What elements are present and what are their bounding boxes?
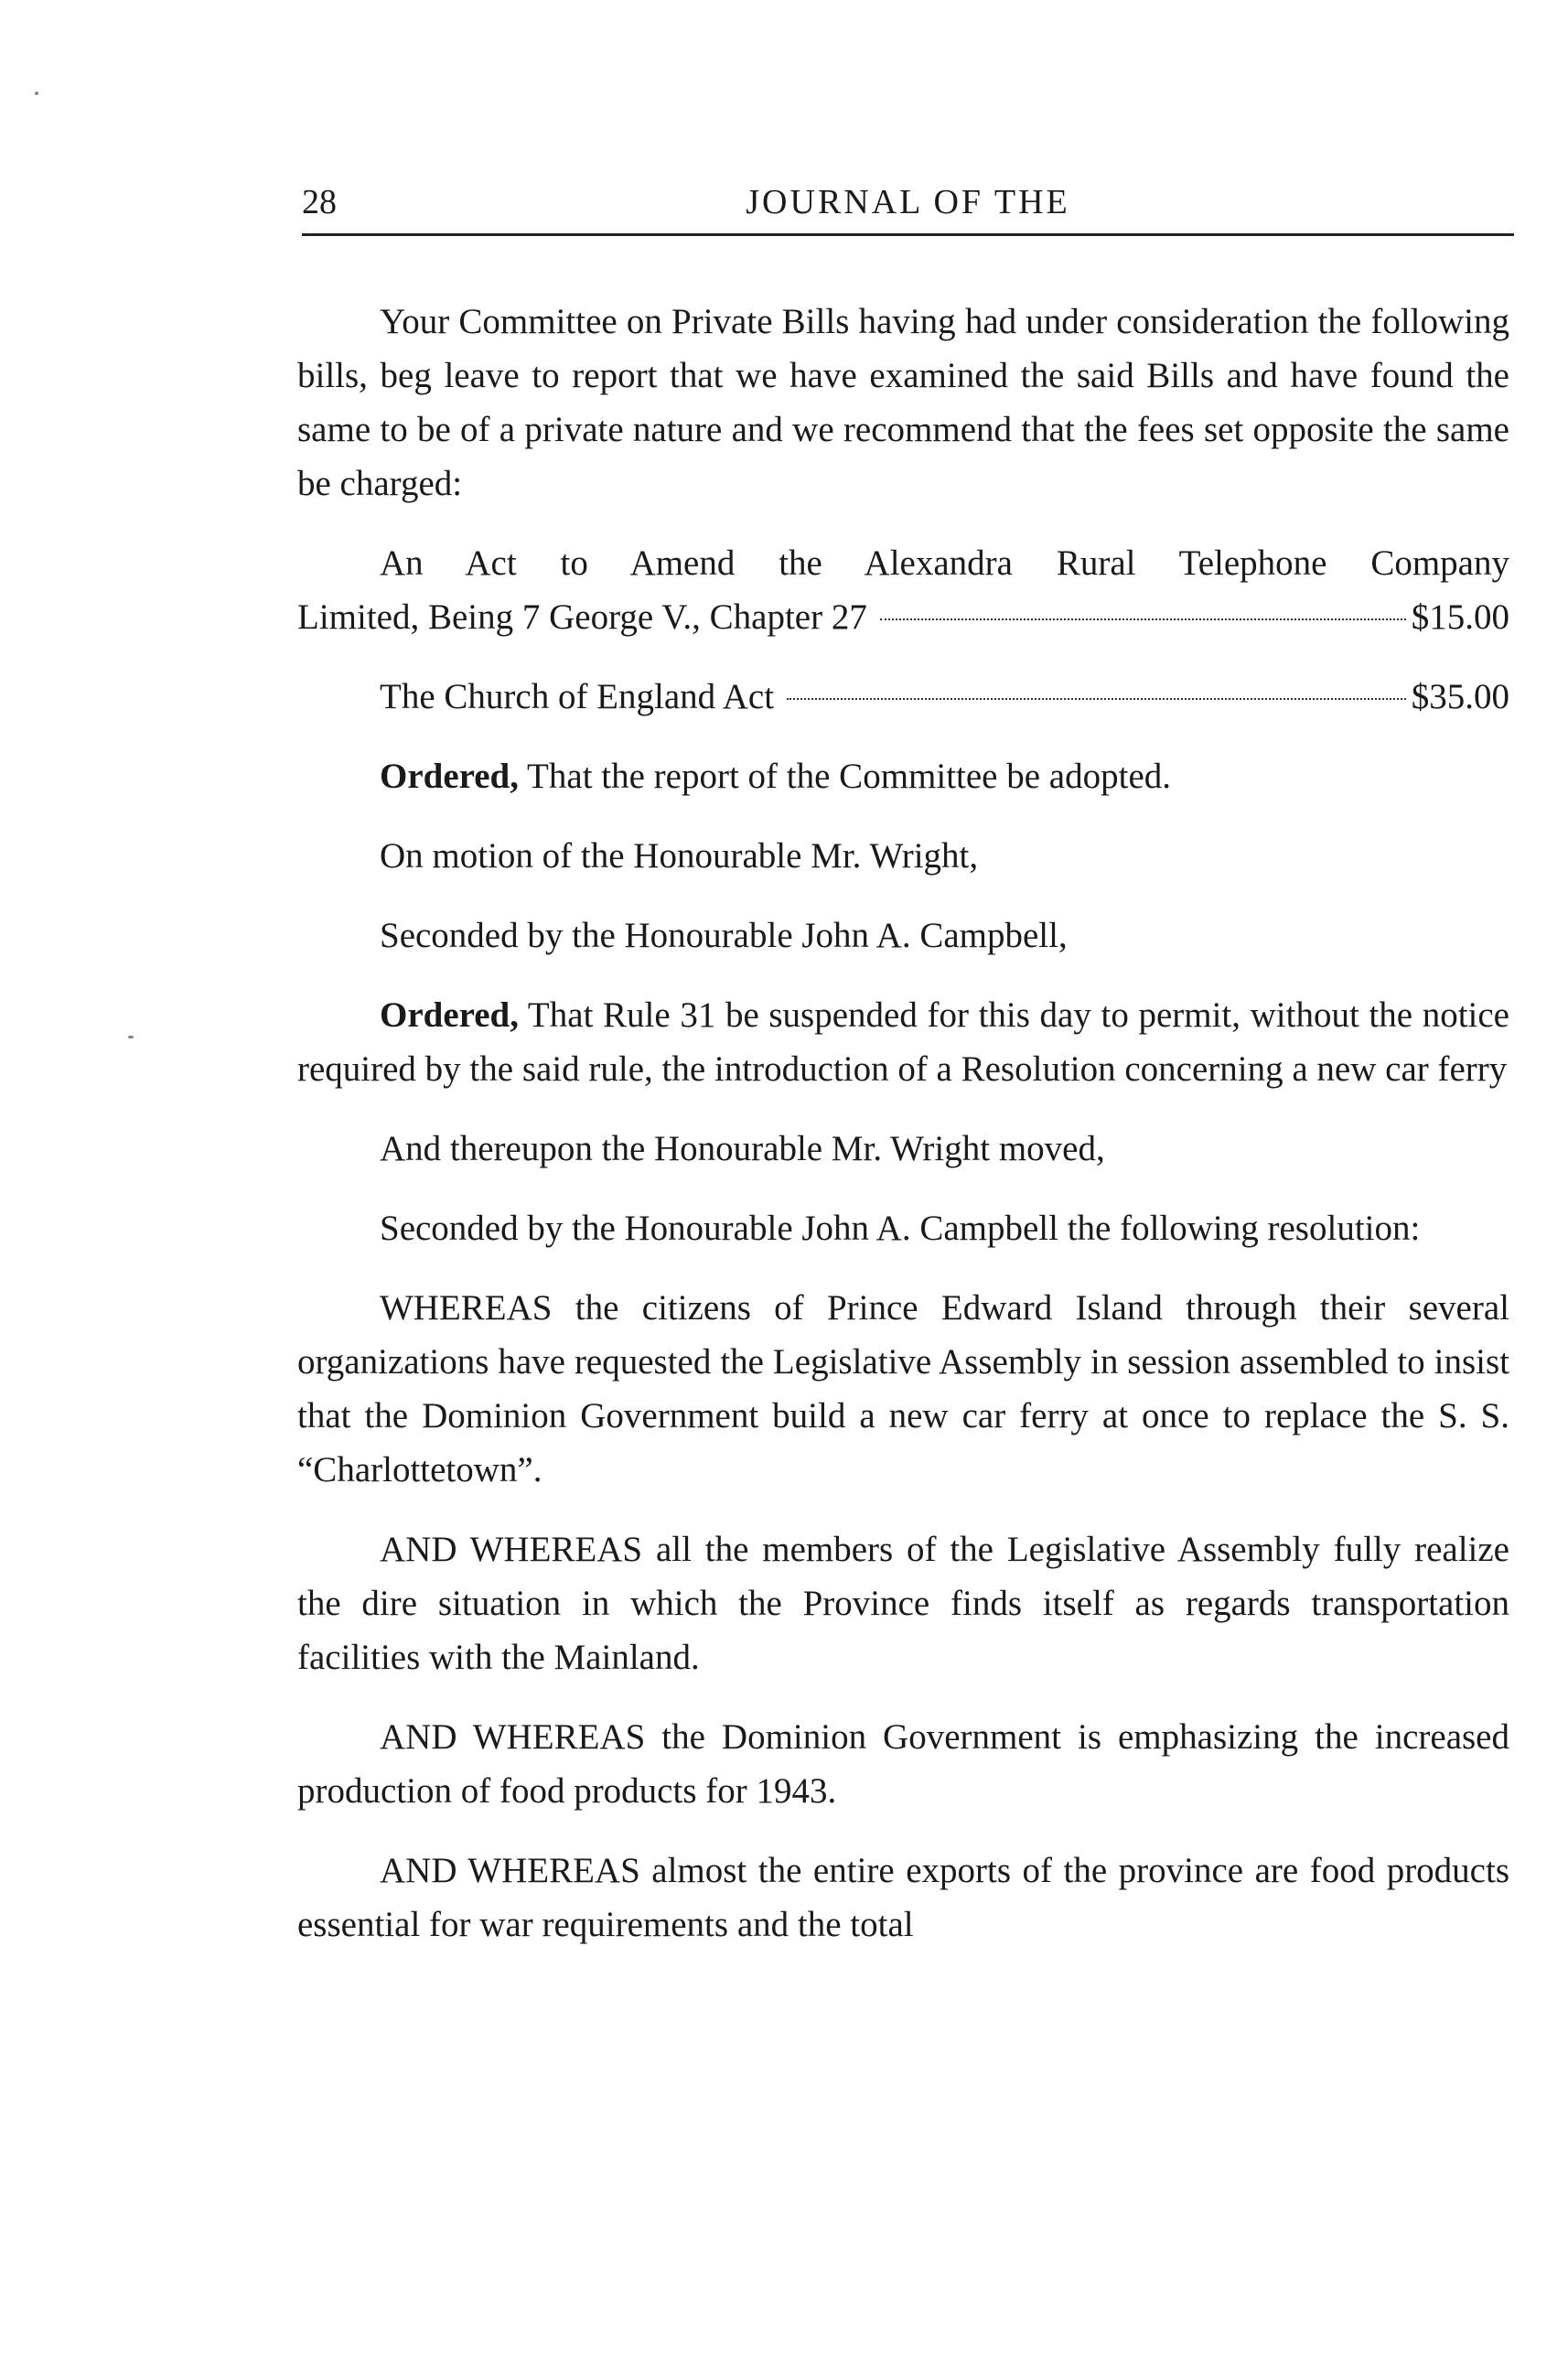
fee-entry-church (297, 670, 1509, 724)
scan-speck (128, 1036, 134, 1038)
moved-paragraph: And thereupon the Honourable Mr. Wright moved, (380, 1129, 1105, 1168)
fee-amount: $35.00 (1411, 677, 1509, 716)
running-head: JOURNAL OF THE (746, 183, 1070, 221)
fee-entry-telephone (297, 536, 1509, 644)
ordered-lead: Ordered, (380, 757, 520, 796)
motion-paragraph: On motion of the Honourable Mr. Wright, (380, 836, 979, 876)
dot-leader (880, 618, 1406, 620)
ordered-lead: Ordered, (380, 995, 520, 1035)
page-number: 28 (302, 183, 337, 221)
ordered-rule-paragraph (297, 988, 1509, 1096)
fee-amount: $15.00 (1411, 597, 1509, 637)
dot-leader (787, 698, 1406, 700)
ordered-adopted-paragraph (297, 749, 1509, 803)
whereas-paragraph-4: AND WHEREAS almost the entire exports of the province are food products essential for war requirements and the total (297, 1851, 1509, 1944)
scan-speck (35, 91, 38, 95)
fee-entry-label: The Church of England Act (380, 677, 775, 716)
ordered-text: That the report of the Committee be adopted. (519, 757, 1172, 796)
whereas-paragraph-2: AND WHEREAS all the members of the Legislative Assembly fully realize the dire situation in which the Province finds itself as regards transportation facilities with the Mainland. (297, 1530, 1509, 1677)
ordered-text: That Rule 31 be suspended for this day to permit, without the notice required by the said rule, the introduction of a Resolution concerning a new car ferry (297, 995, 1509, 1089)
seconded-paragraph: Seconded by the Honourable John A. Campbell, (380, 916, 1068, 955)
fee-entry-line (297, 670, 1509, 724)
page-header (302, 178, 1514, 236)
page-body (297, 295, 1509, 1977)
fee-entry-label: Limited, Being 7 George V., Chapter 27 (297, 597, 867, 637)
whereas-paragraph-1: WHEREAS the citizens of Prince Edward Island through their several organizations have requested the Legislative Assembly in session assembled to insist that the Dominion Government build a new car ferry at once to replace the S. S. “Charlottetown”. (297, 1288, 1509, 1489)
fee-entry-title-line: An Act to Amend the Alexandra Rural Telephone Company (380, 543, 1509, 583)
whereas-paragraph-3: AND WHEREAS the Dominion Government is emphasizing the increased production of food products for 1943. (297, 1717, 1509, 1811)
seconded-resolution-paragraph: Seconded by the Honourable John A. Campbell the following resolution: (380, 1209, 1421, 1248)
committee-report-paragraph: Your Committee on Private Bills having had under consideration the following bills, beg leave to report that we have examined the said Bills and have found the same to be of a private nature and we recommend that the fees set opposite the same be charged: (297, 302, 1509, 503)
fee-entry-line (297, 590, 1509, 644)
